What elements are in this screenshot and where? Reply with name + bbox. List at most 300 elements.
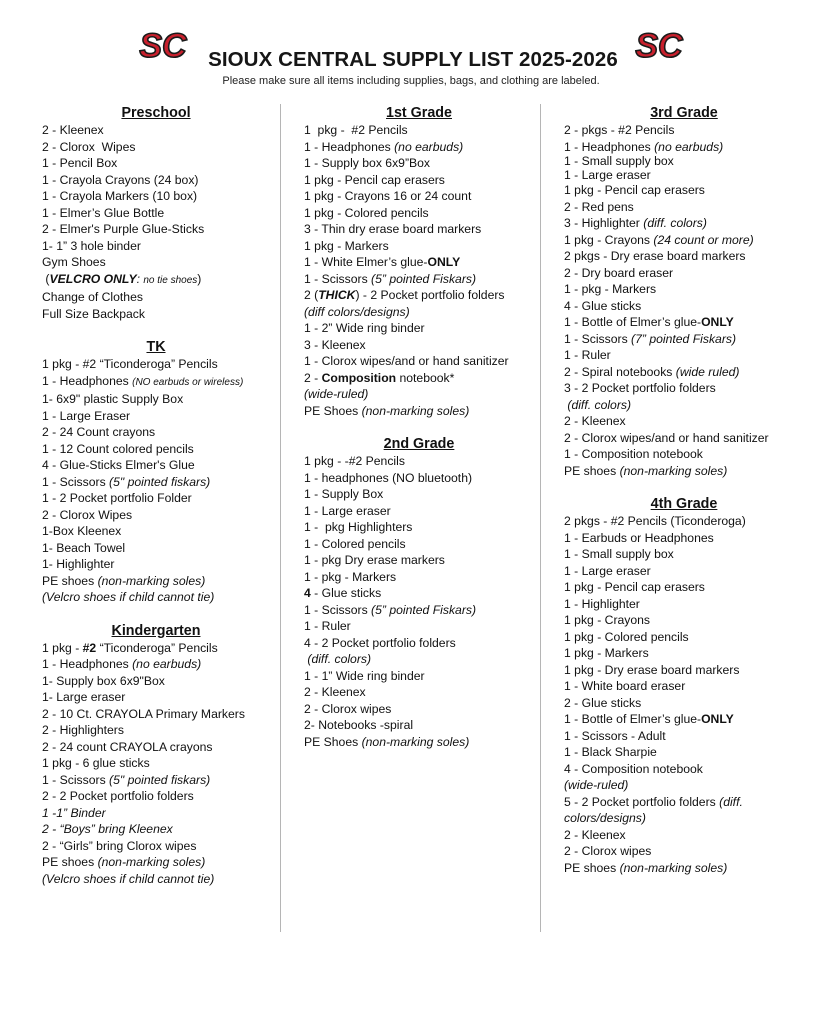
section-spacer	[42, 322, 270, 338]
supply-item	[42, 556, 270, 573]
supply-item-text: (NO earbuds or wireless)	[132, 376, 244, 388]
supply-item	[42, 689, 270, 706]
supply-item-text: 1 pkg - #2 Pencils	[304, 123, 408, 137]
supply-item-text: 1 - Supply Box	[304, 487, 384, 501]
supply-item-text: 2 - Spiral notebooks	[564, 364, 676, 379]
supply-item-text: (non-marking soles)	[361, 734, 470, 749]
supply-item	[304, 635, 534, 652]
page-subtitle: Please make sure all items including supplies, bags, and clothing are labeled.	[222, 75, 600, 87]
supply-item-text: “Ticonderoga” Pencils	[96, 640, 218, 655]
supply-item-text: 1 - Scissors	[42, 474, 110, 489]
supply-item	[564, 794, 804, 811]
supply-item	[564, 744, 804, 761]
supply-item	[42, 205, 270, 222]
column-middle	[304, 104, 534, 750]
supply-item	[564, 446, 804, 463]
supply-item-text: 2 - Kleenex	[304, 685, 366, 699]
supply-item-text: 2 - Glue sticks	[564, 695, 642, 710]
supply-item-text: (Velcro shoes if child cannot tie)	[42, 590, 215, 604]
supply-item-text: 1 pkg - -#2 Pencils	[304, 454, 405, 468]
supply-item-text: 1 pkg - Crayons	[564, 613, 651, 627]
supply-item-text: (no earbuds)	[394, 139, 464, 154]
section-title: 3rd Grade	[650, 105, 718, 121]
supply-item	[42, 356, 270, 373]
supply-item-text: 2 - Clorox wipes	[564, 844, 652, 858]
supply-item-text: (diff. colors)	[564, 397, 632, 412]
supply-item	[564, 629, 804, 646]
supply-item-text: 1 pkg -	[42, 640, 83, 655]
supply-item-text: 1 pkg - Markers	[564, 646, 649, 660]
supply-item-text: 2 - Dry board eraser	[564, 265, 674, 280]
supply-item	[42, 408, 270, 425]
supply-item-text: 2 pkgs - Dry erase board markers	[564, 249, 746, 263]
supply-item	[304, 668, 534, 685]
supply-item-text: 1 - Scissors	[564, 331, 632, 346]
supply-item-text: 1 - Small supply box	[564, 547, 674, 561]
supply-item-text: (diff. colors)	[643, 216, 707, 230]
supply-item-text: 2 - Clorox Wipes	[42, 139, 136, 154]
supply-item-text: 1 - Crayola Crayons (24 box)	[42, 172, 199, 187]
supply-item-text: PE shoes	[564, 463, 620, 478]
supply-item-text: 2 - Clorox Wipes	[42, 507, 133, 522]
supply-item-text: 1 - Ruler	[304, 619, 351, 633]
supply-item	[304, 618, 534, 635]
supply-item-text: 5 - 2 Pocket portfolio folders	[564, 794, 720, 809]
supply-item-text: PE shoes	[42, 573, 98, 588]
supply-item-text: 1 pkg - Dry erase board markers	[564, 662, 740, 677]
supply-item-text: 1 pkg - Crayons 16 or 24 count	[304, 189, 472, 203]
supply-item-text: 1 - Scissors	[304, 271, 372, 286]
supply-item	[564, 463, 804, 480]
supply-item-text: 1 pkg - Pencil cap erasers	[564, 580, 705, 594]
supply-item	[42, 254, 270, 271]
supply-item	[564, 546, 804, 563]
supply-item-text: 1 - Scissors	[304, 602, 372, 617]
supply-item	[304, 287, 534, 304]
supply-item	[564, 139, 804, 156]
supply-item-text: 1 - Bottle of Elmer’s glue-	[564, 315, 702, 329]
page-title: SIOUX CENTRAL SUPPLY LIST 2025-2026	[208, 48, 618, 71]
supply-item-text: PE shoes	[564, 860, 620, 875]
supply-item-text: 2 - Clorox wipes/and or hand sanitizer	[564, 430, 769, 445]
supply-item-text: 3 - 2 Pocket portfolio folders	[564, 381, 716, 395]
page-header	[0, 22, 822, 92]
supply-item	[564, 530, 804, 547]
supply-item	[564, 281, 804, 298]
supply-item	[304, 353, 534, 370]
supply-item-text: (5” pointed Fiskars)	[371, 271, 477, 286]
supply-item	[42, 706, 270, 723]
supply-item	[42, 188, 270, 205]
supply-item	[564, 662, 804, 679]
supply-item-text: 2 - Red pens	[564, 199, 634, 214]
supply-item-text: 3 - Highlighter	[564, 216, 644, 230]
supply-item	[564, 155, 804, 169]
supply-item-text: 3 - Thin dry erase board markers	[304, 222, 482, 236]
supply-item	[304, 271, 534, 288]
supply-item	[42, 424, 270, 441]
supply-item-text: 4 - 2 Pocket portfolio folders	[304, 635, 456, 650]
supply-item	[564, 579, 804, 596]
supply-item-text: 1 - Pencil Box	[42, 156, 118, 170]
supply-item-text: 1 - Scissors - Adult	[564, 728, 666, 743]
supply-item-text: notebook*	[396, 370, 455, 385]
supply-item	[304, 536, 534, 553]
supply-item-text: 1 - Clorox wipes/and or hand sanitizer	[304, 354, 509, 368]
supply-item-text: 1 - White Elmer’s glue-	[304, 255, 428, 269]
supply-item-text: 1 pkg - Pencil cap erasers	[564, 183, 705, 197]
supply-item	[304, 486, 534, 503]
supply-item	[304, 172, 534, 189]
supply-item-text: 1 - 12 Count colored pencils	[42, 441, 194, 456]
section-spacer	[304, 419, 534, 435]
supply-item-text: 2 - Kleenex	[42, 123, 104, 137]
supply-item-text: (non-marking soles)	[97, 573, 206, 588]
supply-item	[564, 215, 804, 232]
supply-item-text: 1 - Headphones	[42, 657, 133, 671]
section-title: TK	[146, 339, 166, 355]
section-title: 1st Grade	[386, 105, 452, 121]
supply-item	[42, 854, 270, 871]
supply-item	[304, 519, 534, 536]
supply-item-text: Change of Clothes	[42, 290, 143, 304]
supply-item	[42, 656, 270, 673]
supply-item-text: 1 - Large eraser	[564, 563, 651, 578]
supply-item-text: 1 pkg - Pencil cap erasers	[304, 172, 445, 187]
supply-item	[564, 711, 804, 728]
supply-item	[564, 248, 804, 265]
supply-item-text: 2 - 2 Pocket portfolio folders	[42, 789, 194, 803]
supply-item-text: VELCRO ONLY	[49, 271, 137, 286]
supply-item-text: PE shoes	[42, 855, 98, 869]
supply-item	[42, 441, 270, 458]
supply-item	[564, 314, 804, 331]
supply-item	[42, 788, 270, 805]
supply-item	[564, 678, 804, 695]
supply-item	[564, 182, 804, 199]
supply-item-text: 1 -1” Binder	[42, 805, 106, 820]
supply-item-text: 1 - headphones (NO bluetooth)	[304, 470, 473, 485]
supply-item-text: PE Shoes	[304, 734, 362, 749]
supply-item-text: 1 - White board eraser	[564, 679, 686, 693]
supply-item-text: 1 pkg - Markers	[304, 238, 389, 253]
supply-item-text: 1-Box Kleenex	[42, 524, 122, 538]
supply-item	[42, 673, 270, 690]
supply-item	[42, 271, 270, 290]
supply-item-text: 1 - Composition notebook	[564, 447, 703, 461]
supply-item	[304, 453, 534, 470]
supply-item-text: Composition	[321, 370, 397, 385]
supply-item	[564, 122, 804, 139]
supply-item-text: ONLY	[427, 255, 461, 269]
supply-item	[42, 155, 270, 172]
supply-item	[42, 589, 270, 606]
supply-item-text: 2 - 24 count CRAYOLA crayons	[42, 739, 213, 754]
supply-item	[42, 490, 270, 507]
supply-item-text: 2 - 10 Ct. CRAYOLA Primary Markers	[42, 706, 245, 721]
supply-item-text: 1- Supply box 6x9"Box	[42, 673, 165, 688]
supply-item	[304, 139, 534, 156]
supply-item-text: 1 - Colored pencils	[304, 536, 406, 551]
supply-item-text: ONLY	[701, 712, 734, 726]
supply-item	[564, 413, 804, 430]
supply-item-text: (wide ruled)	[675, 364, 740, 379]
section-title: Kindergarten	[111, 622, 201, 639]
supply-item-text: 2 - Elmer's Purple Glue-Sticks	[42, 222, 205, 236]
supply-item-text: 1- 1” 3 hole binder	[42, 238, 141, 253]
supply-item	[564, 612, 804, 629]
supply-item-text: 1- Beach Towel	[42, 540, 126, 555]
grade-section-kindergarten	[42, 622, 270, 888]
supply-item	[564, 728, 804, 745]
supply-item	[564, 199, 804, 216]
supply-item-text: (wide-ruled)	[564, 778, 629, 792]
supply-item-text: (wide-ruled)	[304, 387, 369, 401]
supply-item-text: 2 - “Girls” bring Clorox wipes	[42, 838, 197, 853]
grade-section-3rd-grade	[564, 104, 804, 479]
supply-item-text: 1 - Highlighter	[564, 596, 640, 611]
column-divider	[280, 104, 281, 932]
supply-item	[564, 843, 804, 860]
supply-item	[564, 563, 804, 580]
supply-item	[42, 474, 270, 491]
supply-item	[42, 640, 270, 657]
supply-item-text: 2- Notebooks -spiral	[304, 718, 414, 732]
supply-item-text: 1 - Black Sharpie	[564, 745, 657, 759]
supply-item-text: 1 - Large eraser	[564, 167, 651, 182]
supply-item	[42, 289, 270, 306]
logo-text: SC	[635, 27, 683, 64]
sc-logo-right	[628, 26, 690, 64]
grade-section-2nd-grade	[304, 435, 534, 750]
supply-item-text: 2 - Kleenex	[564, 414, 626, 428]
supply-item-text: 1 pkg - 6 glue sticks	[42, 756, 150, 770]
supply-item-text: (Velcro shoes if child cannot tie)	[42, 871, 215, 886]
supply-item	[304, 205, 534, 222]
section-spacer	[42, 606, 270, 622]
logo-text: SC	[139, 27, 187, 64]
supply-item	[304, 651, 534, 668]
supply-item	[564, 232, 804, 249]
grade-section-4th-grade	[564, 495, 804, 876]
supply-item-text: (7” pointed Fiskars)	[631, 331, 737, 346]
supply-item-text: 1 - Scissors	[42, 772, 110, 787]
supply-item	[304, 238, 534, 255]
supply-item-text: 1 - pkg Highlighters	[304, 520, 413, 534]
supply-item	[564, 380, 804, 397]
supply-item	[304, 602, 534, 619]
supply-item-text: 1 - Large eraser	[304, 503, 391, 518]
supply-item	[42, 391, 270, 408]
supply-item	[42, 523, 270, 540]
supply-item-text: Full Size Backpack	[42, 306, 145, 321]
supply-item-text: 1- Large eraser	[42, 690, 126, 704]
supply-item-text: 4 - Glue sticks	[564, 298, 642, 313]
supply-item-text: :	[136, 271, 144, 286]
supply-item	[304, 684, 534, 701]
supply-item	[304, 155, 534, 172]
supply-item	[42, 507, 270, 524]
supply-item	[564, 298, 804, 315]
supply-item	[42, 739, 270, 756]
supply-item-text: (5" pointed fiskars)	[109, 474, 211, 489]
supply-item	[304, 470, 534, 487]
supply-item-text: 1 pkg - Crayons	[564, 232, 654, 247]
supply-item	[304, 403, 534, 420]
supply-item	[304, 370, 534, 387]
supply-item	[42, 139, 270, 156]
supply-item	[42, 573, 270, 590]
supply-item	[304, 717, 534, 734]
section-title: Preschool	[121, 105, 191, 121]
supply-item-text: 1 pkg - Colored pencils	[304, 205, 429, 220]
sc-logo-left	[132, 26, 194, 64]
supply-item	[564, 810, 804, 827]
supply-item	[42, 221, 270, 238]
grade-section-1st-grade	[304, 104, 534, 419]
supply-item-text: 1 pkg - #2 “Ticonderoga” Pencils	[42, 357, 218, 371]
supply-item	[42, 838, 270, 855]
supply-item-text: 1 - 2 Pocket portfolio Folder	[42, 491, 192, 505]
supply-item	[564, 169, 804, 183]
supply-item	[564, 265, 804, 282]
supply-item	[564, 331, 804, 348]
supply-item	[304, 304, 534, 321]
supply-item	[564, 364, 804, 381]
supply-item-text: 1 - pkg - Markers	[564, 282, 657, 296]
supply-item-text: (diff.	[719, 794, 743, 809]
supply-item	[564, 860, 804, 877]
supply-item-text: 1 pkg - Colored pencils	[564, 629, 689, 644]
supply-item	[564, 347, 804, 364]
supply-item	[564, 397, 804, 414]
section-spacer	[564, 479, 804, 495]
supply-item-text: (5" pointed fiskars)	[109, 772, 211, 787]
supply-item-text: (non-marking soles)	[361, 403, 470, 418]
supply-item-text: 1 - 2” Wide ring binder	[304, 321, 425, 335]
supply-item-text: 2 -	[304, 370, 322, 385]
supply-item	[304, 122, 534, 139]
supply-item-text: (no earbuds)	[132, 657, 202, 671]
supply-item-text: THICK	[318, 288, 356, 302]
section-title: 4th Grade	[650, 496, 718, 512]
supply-item	[42, 172, 270, 189]
supply-item	[42, 306, 270, 323]
column-divider	[540, 104, 541, 932]
grade-section-tk	[42, 338, 270, 606]
supply-item	[42, 821, 270, 838]
supply-item-text: 3 - Kleenex	[304, 337, 366, 352]
supply-item	[564, 645, 804, 662]
supply-item-text: (24 count or more)	[653, 232, 754, 247]
supply-item-text: 1 - Crayola Markers (10 box)	[42, 189, 198, 203]
supply-item-text: 2 - Highlighters	[42, 723, 124, 737]
supply-item-text: (diff colors/designs)	[304, 304, 410, 319]
supply-item	[304, 337, 534, 354]
supply-item-text: ) - 2 Pocket portfolio folders	[355, 288, 505, 302]
supply-item-text: Gym Shoes	[42, 255, 106, 269]
supply-item-text: 1 - Headphones	[42, 373, 133, 388]
supply-item	[304, 188, 534, 205]
supply-item-text: (non-marking soles)	[619, 463, 728, 478]
supply-item-text: 1- 6x9" plastic Supply Box	[42, 392, 184, 406]
supply-item-text: (non-marking soles)	[619, 860, 728, 875]
supply-item-text: 2 - “Boys” bring Kleenex	[42, 822, 173, 836]
supply-item	[304, 585, 534, 602]
column-left	[42, 104, 270, 887]
supply-item	[42, 238, 270, 255]
supply-item	[42, 722, 270, 739]
supply-item-text: 1 - pkg - Markers	[304, 569, 397, 584]
supply-item-text: 2 (	[304, 288, 319, 302]
supply-item-text: 1 - Bottle of Elmer’s glue-	[564, 712, 702, 726]
supply-item-text: PE Shoes	[304, 403, 362, 418]
column-right	[564, 104, 804, 876]
supply-item-text: (	[42, 271, 50, 286]
supply-item	[304, 320, 534, 337]
supply-item-text: (non-marking soles)	[97, 855, 206, 869]
supply-item-text: 2 - 24 Count crayons	[42, 425, 156, 439]
grade-section-preschool	[42, 104, 270, 322]
supply-item-text: 2 pkgs - #2 Pencils (Ticonderoga)	[564, 514, 746, 528]
supply-item	[564, 827, 804, 844]
supply-item-text: 1 - Large Eraser	[42, 408, 131, 423]
supply-item	[42, 457, 270, 474]
supply-item	[304, 701, 534, 718]
supply-item	[304, 552, 534, 569]
supply-item-text: 2 - Clorox wipes	[304, 701, 392, 716]
supply-item-text: 1 - Supply box 6x9”Box	[304, 156, 431, 170]
supply-item-text: (5” pointed Fiskars)	[371, 602, 477, 617]
supply-item-text: 2 - pkgs - #2 Pencils	[564, 123, 675, 137]
supply-item	[42, 755, 270, 772]
supply-item-text: 1 - Headphones	[564, 139, 655, 154]
supply-item	[304, 569, 534, 586]
supply-item	[564, 513, 804, 530]
supply-item	[304, 386, 534, 403]
supply-item-text: 1 - Headphones	[304, 139, 395, 154]
supply-item-text: 4 - Glue-Sticks Elmer's Glue	[42, 458, 195, 472]
supply-item	[42, 373, 270, 392]
supply-item	[304, 254, 534, 271]
supply-item-text: 1 - 1” Wide ring binder	[304, 668, 425, 683]
supply-item-text: 1- Highlighter	[42, 557, 115, 571]
supply-item-text: (diff. colors)	[304, 652, 372, 666]
supply-item-text: - Glue sticks	[310, 586, 382, 600]
supply-item-text: 1 - Small supply box	[564, 154, 674, 168]
supply-item-text: (no earbuds)	[654, 139, 724, 154]
supply-item	[564, 761, 804, 778]
supply-item	[42, 540, 270, 557]
supply-item-text: colors/designs)	[564, 811, 646, 825]
supply-item	[564, 695, 804, 712]
supply-item-text: #2	[82, 640, 97, 655]
supply-item	[42, 772, 270, 789]
supply-item	[42, 871, 270, 888]
supply-item-text: )	[197, 271, 202, 286]
supply-item	[42, 122, 270, 139]
supply-item-text: 1 - Elmer’s Glue Bottle	[42, 205, 165, 220]
supply-item-text: no tie shoes	[143, 274, 198, 286]
supply-item-text: 4 - Composition notebook	[564, 761, 703, 776]
supply-item	[564, 777, 804, 794]
supply-item	[304, 221, 534, 238]
supply-item-text: 1 - Ruler	[564, 348, 611, 362]
supply-item	[304, 503, 534, 520]
supply-item	[564, 596, 804, 613]
supply-item-text: 4	[304, 586, 311, 600]
supply-item	[564, 430, 804, 447]
